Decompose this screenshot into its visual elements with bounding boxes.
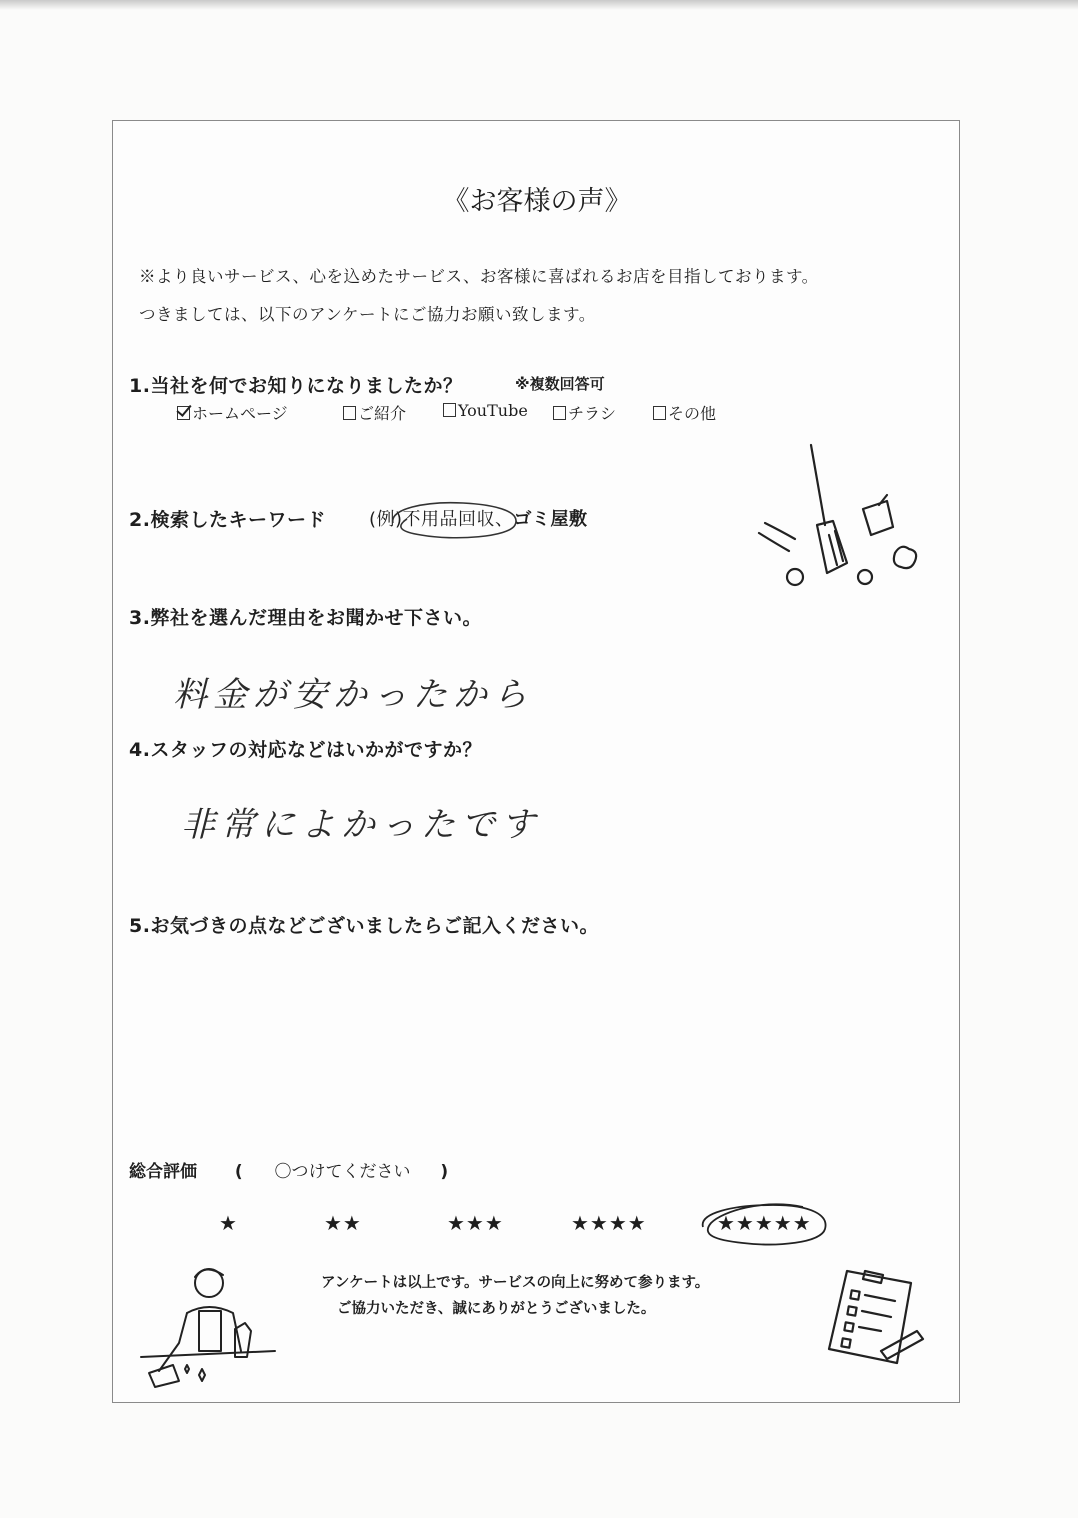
q2-keyword-circled: 不用品回収 [402, 509, 496, 530]
q2-separator: 、 [495, 509, 514, 530]
q1-option-homepage[interactable] [177, 401, 288, 424]
q1-option-flyer[interactable] [553, 401, 616, 424]
checkbox-icon[interactable] [653, 406, 666, 420]
q1-option-label: YouTube [458, 401, 528, 420]
rating-paren-close: ) [440, 1162, 449, 1182]
q1-option-youtube[interactable] [443, 401, 528, 420]
q1-option-referral[interactable] [343, 401, 406, 424]
cleaning-staff-icon [139, 1261, 279, 1391]
closing-line-1: アンケートは以上です。サービスの向上に努めて参ります。 [321, 1275, 710, 1291]
checkbox-checked-icon[interactable] [177, 406, 190, 420]
rating-option-2[interactable]: ★★ [324, 1211, 362, 1235]
q3-handwritten-answer: 料金が安かったから [173, 675, 533, 715]
rating-option-4[interactable]: ★★★★ [571, 1211, 647, 1235]
clipboard-checklist-icon [821, 1261, 931, 1371]
hand-drawn-circle-icon [385, 495, 525, 545]
q2-label: 2.検索したキーワード [129, 509, 326, 531]
scan-edge [0, 0, 1078, 10]
selected-rating-circle-icon [693, 1193, 833, 1253]
q4-handwritten-answer: 非常によかったです [181, 805, 541, 845]
q1-option-label: ホームページ [192, 404, 288, 423]
closing-line-2: ご協力いただき、誠にありがとうございました。 [337, 1301, 656, 1317]
q1-option-label: ご紹介 [358, 404, 407, 423]
q1-note: ※複数回答可 [515, 375, 605, 393]
q1-option-other[interactable] [653, 401, 716, 424]
checkbox-icon[interactable] [343, 406, 356, 420]
q4-label: 4.スタッフの対応などはいかがですか？ [129, 739, 482, 761]
survey-form [112, 120, 960, 1403]
rating-option-3[interactable]: ★★★ [447, 1211, 504, 1235]
rating-label: 総合評価 [129, 1162, 197, 1182]
checkbox-icon[interactable] [553, 406, 566, 420]
q1-option-label: その他 [668, 404, 717, 423]
q1-label: 1.当社を何でお知りになりましたか？ [129, 375, 463, 397]
q1-option-label: チラシ [568, 404, 617, 423]
broom-dustpan-icon [755, 439, 935, 599]
rating-paren-open: ( [234, 1162, 243, 1182]
q5-label: 5.お気づきの点などございましたらご記入ください。 [129, 915, 599, 937]
q5-answer-area[interactable] [129, 951, 929, 1131]
intro-line-2: つきましては、以下のアンケートにご協力お願い致します。 [139, 305, 596, 324]
rating-instruction: 〇つけてください [274, 1162, 411, 1182]
q2-keyword-other: ゴミ屋敷 [513, 509, 588, 530]
rating-option-1[interactable]: ★ [219, 1211, 238, 1235]
checkbox-icon[interactable] [443, 403, 456, 417]
q2-example-prefix: (例) [369, 509, 403, 530]
intro-line-1: ※より良いサービス、心を込めたサービス、お客様に喜ばれるお店を目指しております。 [139, 267, 819, 286]
rating-option-5[interactable]: ★★★★★ [717, 1211, 812, 1235]
page-title: 《お客様の声》 [442, 186, 632, 217]
q3-label: 3.弊社を選んだ理由をお聞かせ下さい。 [129, 607, 482, 629]
rating-row [129, 1157, 448, 1182]
